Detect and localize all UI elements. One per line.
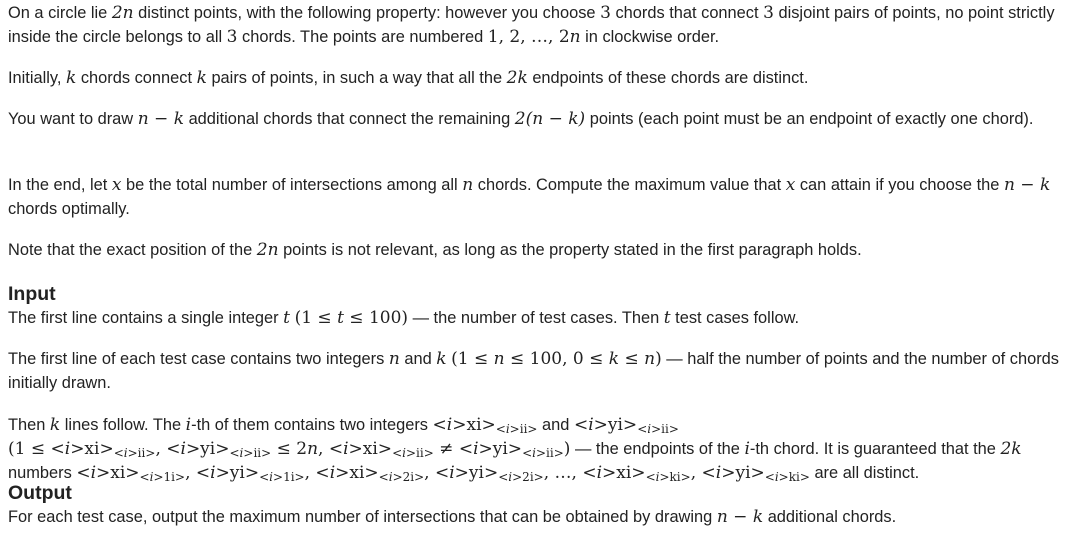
input-section-title: Input <box>8 283 56 305</box>
statement-paragraph-4: In the end, let x be the total number of intersections among all n chords. Compute the maximum value that x can attain if you choose the n − k chords optimally. <box>8 175 1051 218</box>
input-paragraph-3: Then k lines follow. The i-th of them contains two integers $<i>xi>_{<i>ii>}$ and $<i>yi>_{<i>ii>}$ ($1 \le <i>xi>_{<i>ii>}$, $<i>yi>_{<i>ii>} \le 2n$, $<i>xi>_{<i>ii>} \ne <i>yi>_{<i>ii>}$) — the endpoints of the i-th chord. It is guaranteed that the 2k numbers $<i>xi>_{<i>1i>}$, $<i>yi>_{<i>1i>}$, $<i>xi>_{<i>2i>}$, $<i>yi>_{<i>2i>}$, …, $<i>xi>_{<i>ki>}$, $<i>yi>_{<i>ki>}$ are all distinct. <box>8 415 1022 484</box>
statement-paragraph-3: You want to draw n − k additional chords that connect the remaining 2(n − k) points (each point must be an endpoint of exactly one chord). <box>8 109 1034 129</box>
statement-paragraph-2: Initially, k chords connect k pairs of points, in such a way that all the 2k endpoints of these chords are distinct. <box>8 68 809 88</box>
statement-paragraph-1: On a circle lie 2n distinct points, with the following property: however you choose 3 chords that connect 3 disjoint pairs of points, no point strictly inside the circle belongs to all 3 chords. The points are numbered 1, 2, …, 2n in clockwise order. <box>8 3 1055 47</box>
output-paragraph-1: For each test case, output the maximum number of intersections that can be obtained by drawing n − k additional chords. <box>8 507 897 527</box>
output-section-title: Output <box>8 482 72 504</box>
statement-paragraph-5: Note that the exact position of the 2n points is not relevant, as long as the property stated in the first paragraph holds. <box>8 240 862 260</box>
input-paragraph-2: The first line of each test case contains two integers n and k (1 ≤ n ≤ 100, 0 ≤ k ≤ n) — half the number of points and the number of chords initially drawn. <box>8 349 1059 392</box>
input-paragraph-1: The first line contains a single integer t (1 ≤ t ≤ 100) — the number of test cases. Then t test cases follow. <box>8 308 800 328</box>
